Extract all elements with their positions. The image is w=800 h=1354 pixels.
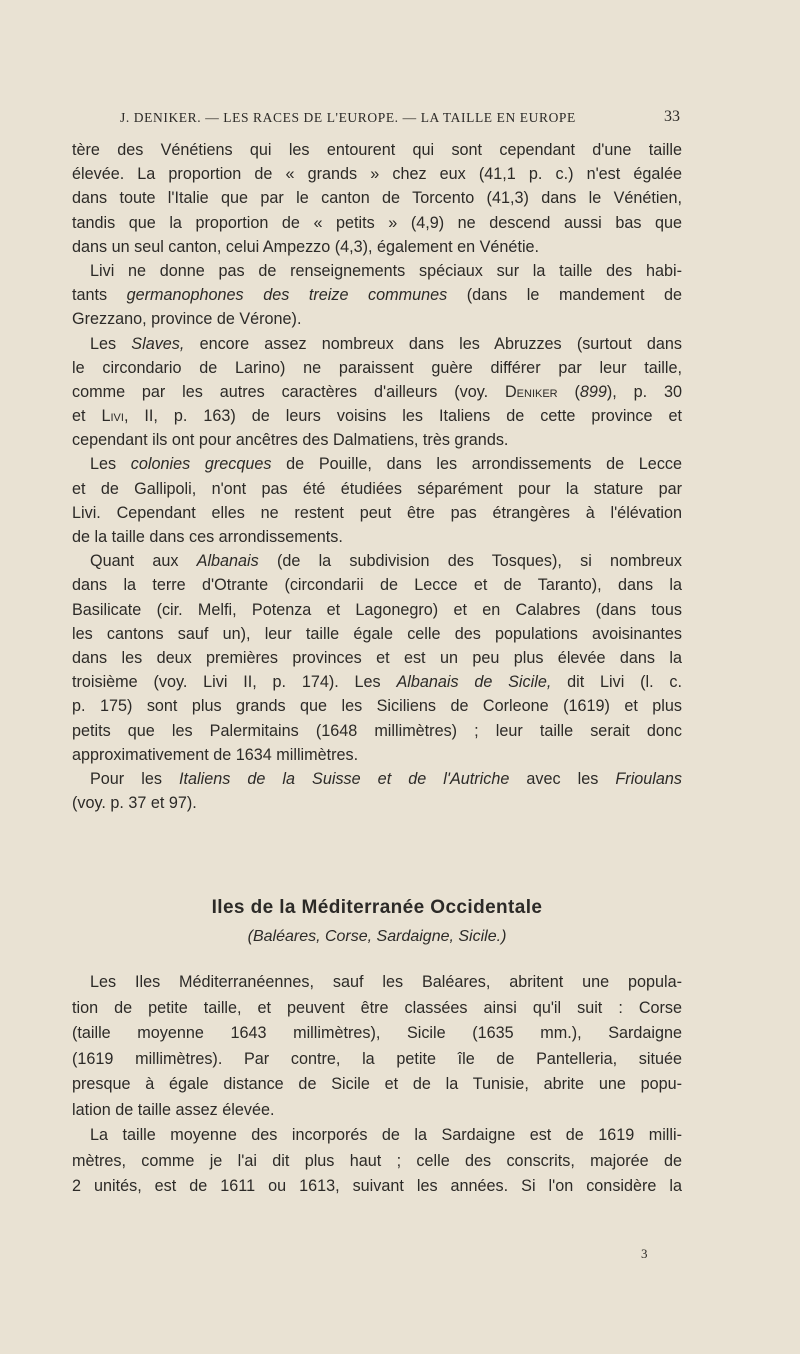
author-name: Deniker — [504, 382, 558, 401]
author-name: Livi — [101, 407, 124, 426]
text-line: approximativement de 1634 millimètres. — [72, 745, 359, 764]
italic-term: colonies grecques — [130, 455, 272, 474]
text-line: dans la terre d'Otrante (circondarii de Lecce et de Taranto), dans la — [72, 576, 682, 595]
text-line: Livi. Cependant elles ne restent peut être pas étrangères à l'élévation — [72, 503, 682, 522]
text-line: dans toute l'Italie que par le canton de Torcento (41,3) dans le Vénétien, — [72, 189, 682, 208]
text-line: La taille moyenne des incorporés de la Sardaigne est de 1619 milli- — [90, 1126, 682, 1144]
text-line — [72, 452, 682, 476]
text-line: Grezzano, province de Vérone). — [72, 310, 302, 329]
text-span: troisième (voy. Livi II, p. 174). Les — [72, 673, 397, 692]
text-line: 2 unités, est de 1611 ou 1613, suivant les années. Si l'on considère la — [72, 1177, 682, 1195]
text-line — [72, 404, 682, 428]
text-span: (dans le mandement de — [447, 286, 682, 305]
text-span: comme par les autres caractères d'ailleurs (voy. — [72, 382, 505, 401]
text-line: presque à égale distance de Sicile et de la Tunisie, abrite une popu- — [72, 1075, 682, 1093]
text-line: (taille moyenne 1643 millimètres), Sicile (1635 mm.), Sardaigne — [72, 1024, 682, 1042]
text-line: dans les deux premières provinces et est un peu plus élevée dans la — [72, 648, 682, 667]
text-line: tère des Vénétiens qui les entourent qui sont cependant d'une taille — [72, 141, 682, 159]
running-title: J. DENIKER. — LES RACES DE L'EUROPE. — LA TAILLE EN EUROPE — [120, 110, 576, 125]
text-span: , II, p. 163) de leurs voisins les Italiens de cette province et — [123, 407, 683, 426]
italic-term: Albanais de Sicile, — [396, 673, 552, 692]
text-line: Basilicate (cir. Melfi, Potenza et Lagonegro) et en Calabres (dans tous — [72, 600, 682, 619]
text-line: tion de petite taille, et peuvent être classées ainsi qu'il suit : Corse — [72, 998, 682, 1017]
text-line — [72, 380, 682, 404]
text-line: p. 175) sont plus grands que les Siciliens de Corleone (1619) et plus — [72, 697, 682, 716]
italic-term: Italiens de la Suisse et de l'Autriche — [179, 769, 510, 788]
text-span: dit Livi (l. c. — [551, 673, 682, 692]
text-line: cependant ils ont pour ancêtres des Dalmatiens, très grands. — [72, 431, 509, 450]
text-line: (1619 millimètres). Par contre, la petite île de Pantelleria, située — [72, 1049, 682, 1068]
page-number: 33 — [664, 108, 680, 125]
text-span: tants — [72, 286, 127, 305]
text-span: Pour les — [90, 769, 179, 788]
text-span: Quant aux — [90, 552, 197, 571]
italic-term: Slaves, — [131, 334, 185, 353]
text-line — [72, 670, 682, 694]
signature-mark: 3 — [641, 1246, 648, 1261]
text-span: ), p. 30 — [606, 382, 682, 401]
text-line: (voy. p. 37 et 97). — [72, 794, 197, 813]
text-line: lation de taille assez élevée. — [72, 1100, 275, 1119]
text-span: Les — [90, 334, 132, 353]
text-span: de Pouille, dans les arrondissements de Lecce — [271, 455, 683, 474]
text-line — [72, 549, 682, 573]
text-line: et de Gallipoli, n'ont pas été étudiées séparément pour la stature par — [72, 479, 682, 498]
text-span: avec les — [509, 769, 616, 788]
reference-number: 899 — [579, 382, 607, 401]
running-header — [120, 110, 680, 126]
text-line: le circondario de Larino) ne paraissent guère différer par leur taille, — [72, 358, 682, 377]
body-text-italy — [72, 138, 682, 815]
section-subheading: (Baléares, Corse, Sardaigne, Sicile.) — [247, 928, 507, 945]
text-line: tandis que la proportion de « petits » (4,9) ne descend aussi bas que — [72, 213, 682, 232]
text-span: ( — [557, 382, 580, 401]
text-line: Les Iles Méditerranéennes, sauf les Baléares, abritent une popula- — [90, 973, 682, 991]
text-span: (de la subdivision des Tosques), si nombreux — [258, 552, 682, 571]
text-span: encore assez nombreux dans les Abruzzes (surtout dans — [184, 334, 682, 353]
italic-term: Frioulans — [615, 769, 682, 788]
text-span: et — [72, 407, 102, 426]
text-line: Livi ne donne pas de renseignements spéciaux sur la taille des habi- — [90, 261, 682, 280]
italic-term: Albanais — [196, 552, 259, 571]
text-line: de la taille dans ces arrondissements. — [72, 528, 343, 546]
text-line: dans un seul canton, celui Ampezzo (4,3), également en Vénétie. — [72, 237, 540, 256]
text-line — [72, 283, 682, 307]
text-span: Les — [90, 455, 131, 474]
text-line: petits que les Palermitains (1648 millimètres) ; leur taille serait donc — [72, 721, 682, 740]
text-line: mètres, comme je l'ai dit plus haut ; celle des conscrits, majorée de — [72, 1151, 682, 1170]
section-heading: Iles de la Méditerranée Occidentale — [211, 897, 543, 918]
text-line — [72, 767, 682, 791]
body-text-islands — [72, 970, 682, 1200]
italic-term: germanophones des treize communes — [126, 286, 448, 305]
text-line: élevée. La proportion de « grands » chez eux (41,1 p. c.) n'est égalée — [72, 165, 682, 184]
text-line: les cantons sauf un), leur taille égale celle des populations avoisinantes — [72, 624, 682, 643]
text-line — [72, 332, 682, 356]
